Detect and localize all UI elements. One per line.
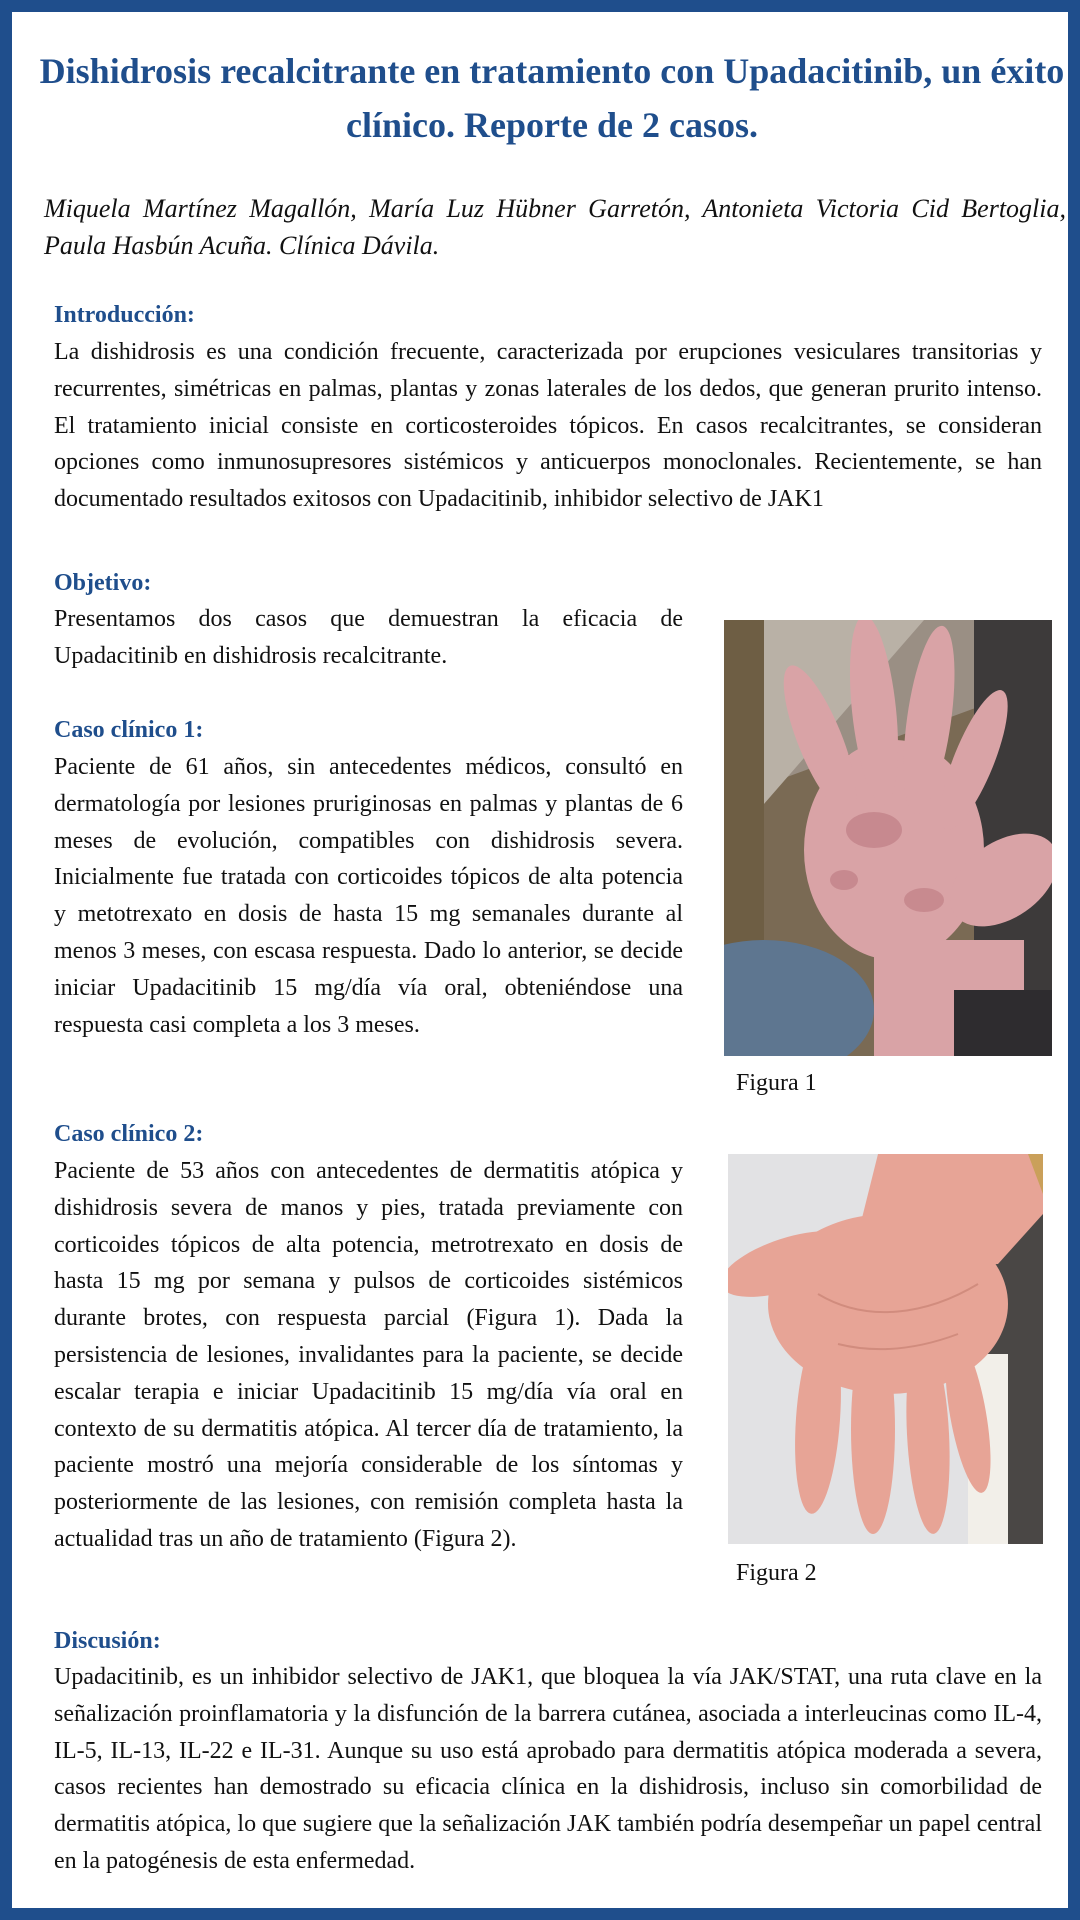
intro-text: La dishidrosis es una condición frecuente, caracterizada por erupciones vesiculares transitorias y recurrentes, simétricas en palmas, plantas y zonas laterales de los dedos, que generan prurito intenso. El tratamiento inicial consiste en corticosteroides tópicos. En casos recalcitrantes, se consideran opciones como inmunosupresores sistémicos y anticuerpos monoclonales. Recientemente, se han documentado resultados exitosos con Upadacitinib, inhibidor selectivo de JAK1 <box>54 339 1042 513</box>
case1-text: Paciente de 61 años, sin antecedentes médicos, consultó en dermatología por lesiones pruriginosas en palmas y plantas de 6 meses de evolución, compatibles con dishidrosis severa. Inicialmente fue tratada con corticoides tópicos de alta potencia y metotrexato en dosis de hasta 15 mg semanales durante al menos 3 meses, con escasa respuesta. Dado lo anterior, se decide iniciar Upadacitinib 15 mg/día vía oral, obteniéndose una respuesta casi completa a los 3 meses. <box>54 754 683 1038</box>
case2-text: Paciente de 53 años con antecedentes de dermatitis atópica y dishidrosis severa de manos y pies, tratada previamente con corticoides tópicos de alta potencia, metrotrexato en dosis de hasta 15 mg por semana y pulsos de corticoides sistémicos durante brotes, con respuesta parcial (Figura 1). Dada la persistencia de lesiones, invalidantes para la paciente, se decide escalar terapia e iniciar Upadacitinib 15 mg/día vía oral en contexto de su dermatitis atópica. Al tercer día de tratamiento, la paciente mostró una mejoría considerable de los síntomas y posteriormente de las lesiones, con remisión completa hasta la actualidad tras un año de tratamiento (Figura 2). <box>54 1158 683 1552</box>
objective-text: Presentamos dos casos que demuestran la eficacia de Upadacitinib en dishidrosis recalcitrante. <box>54 606 683 669</box>
hand-photo-2-icon <box>728 1154 1043 1544</box>
discussion-heading: Discusión: <box>54 1628 161 1654</box>
case1-heading: Caso clínico 1: <box>54 717 204 743</box>
intro-heading: Introducción: <box>54 302 195 328</box>
author-list: Miquela Martínez Magallón, María Luz Hübner Garretón, Antonieta Victoria Cid Bertoglia, Paula Hasbún Acuña. Clínica Dávila. <box>44 194 1066 260</box>
figure-2-caption: Figura 2 <box>736 1560 817 1586</box>
poster-title: Dishidrosis recalcitrante en tratamiento con Upadacitinib, un éxito clínico. Reporte de 2 casos. <box>39 51 1065 145</box>
figure-1-caption: Figura 1 <box>736 1070 817 1096</box>
objective-heading: Objetivo: <box>54 570 152 596</box>
figure-2-hand-photo <box>728 1154 1043 1544</box>
discussion-text: Upadacitinib, es un inhibidor selectivo de JAK1, que bloquea la vía JAK/STAT, una ruta clave en la señalización proinflamatoria y la disfunción de la barrera cutánea, asociada a interleucinas como IL-4, IL-5, IL-13, IL-22 e IL-31. Aunque su uso está aprobado para dermatitis atópica moderada a severa, casos recientes han demostrado su eficacia clínica en la dishidrosis, incluso sin comorbilidad de dermatitis atópica, lo que sugiere que la señalización JAK también podría desempeñar un papel central en la patogénesis de esta enfermedad. <box>54 1664 1042 1874</box>
figure-1-hand-photo <box>724 620 1052 1056</box>
case2-heading: Caso clínico 2: <box>54 1121 204 1147</box>
hand-photo-1-icon <box>724 620 1052 1056</box>
